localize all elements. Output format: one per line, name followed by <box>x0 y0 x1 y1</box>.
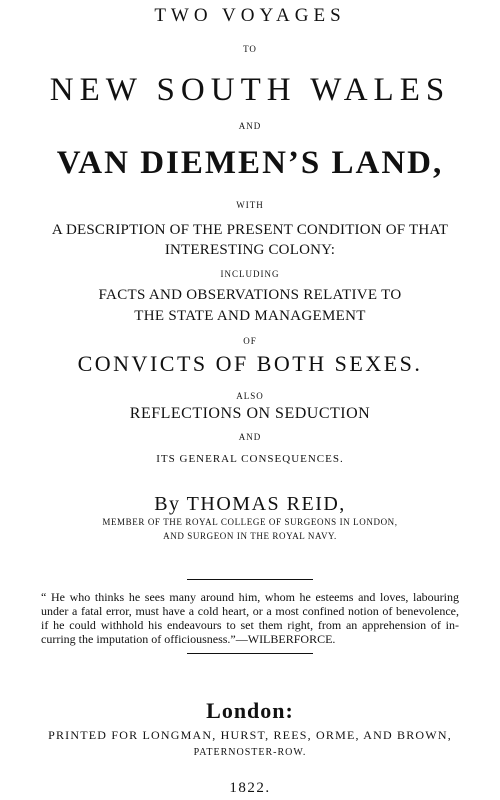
connector-of: OF <box>243 336 257 346</box>
connector-also: ALSO <box>236 391 264 401</box>
imprint-year: 1822. <box>229 780 271 796</box>
imprint-publishers: PRINTED FOR LONGMAN, HURST, REES, ORME, AND BROWN, <box>48 728 452 742</box>
title-convicts: CONVICTS OF BOTH SEXES. <box>77 351 423 376</box>
connector-and-1: AND <box>238 121 262 131</box>
author-credential-2: AND SURGEON IN THE ROYAL NAVY. <box>163 531 337 541</box>
divider-rule-top <box>187 579 313 580</box>
author-credential-1: MEMBER OF THE ROYAL COLLEGE OF SURGEONS IN LONDON, <box>102 517 398 527</box>
connector-including: INCLUDING <box>220 269 280 279</box>
title-van-diemens-land: VAN DIEMEN’S LAND, <box>56 145 444 181</box>
connector-to: TO <box>243 44 257 54</box>
title-new-south-wales: NEW SOUTH WALES <box>49 72 451 108</box>
epigraph-line-3: if he could withhold his endeavours to set them right, from an apprehension of in- <box>41 618 459 632</box>
imprint-city: London: <box>206 698 294 723</box>
divider-rule-bottom <box>187 653 313 654</box>
connector-and-2: AND <box>238 432 262 442</box>
imprint-address: PATERNOSTER-ROW. <box>193 747 307 758</box>
title-two-voyages: TWO VOYAGES <box>154 5 346 26</box>
title-reflections: REFLECTIONS ON SEDUCTION <box>129 405 371 422</box>
description-line-1: A DESCRIPTION OF THE PRESENT CONDITION OF THAT <box>51 222 449 238</box>
description-line-2: INTERESTING COLONY: <box>164 242 336 258</box>
epigraph <box>41 590 459 646</box>
epigraph-line-2: under a fatal error, must have a cold heart, or a most confined notion of benevolence, <box>41 604 459 618</box>
facts-line-1: FACTS AND OBSERVATIONS RELATIVE TO <box>98 287 402 303</box>
author-line: By THOMAS REID, <box>154 493 346 515</box>
connector-with: WITH <box>236 200 264 210</box>
facts-line-2: THE STATE AND MANAGEMENT <box>134 308 366 324</box>
epigraph-line-4: curring the imputation of officiousness.”—WILBERFORCE. <box>41 632 336 646</box>
title-general-consequences: ITS GENERAL CONSEQUENCES. <box>156 453 344 465</box>
epigraph-line-1: “ He who thinks he sees many around him, whom he esteems and loves, labouring <box>41 590 459 604</box>
